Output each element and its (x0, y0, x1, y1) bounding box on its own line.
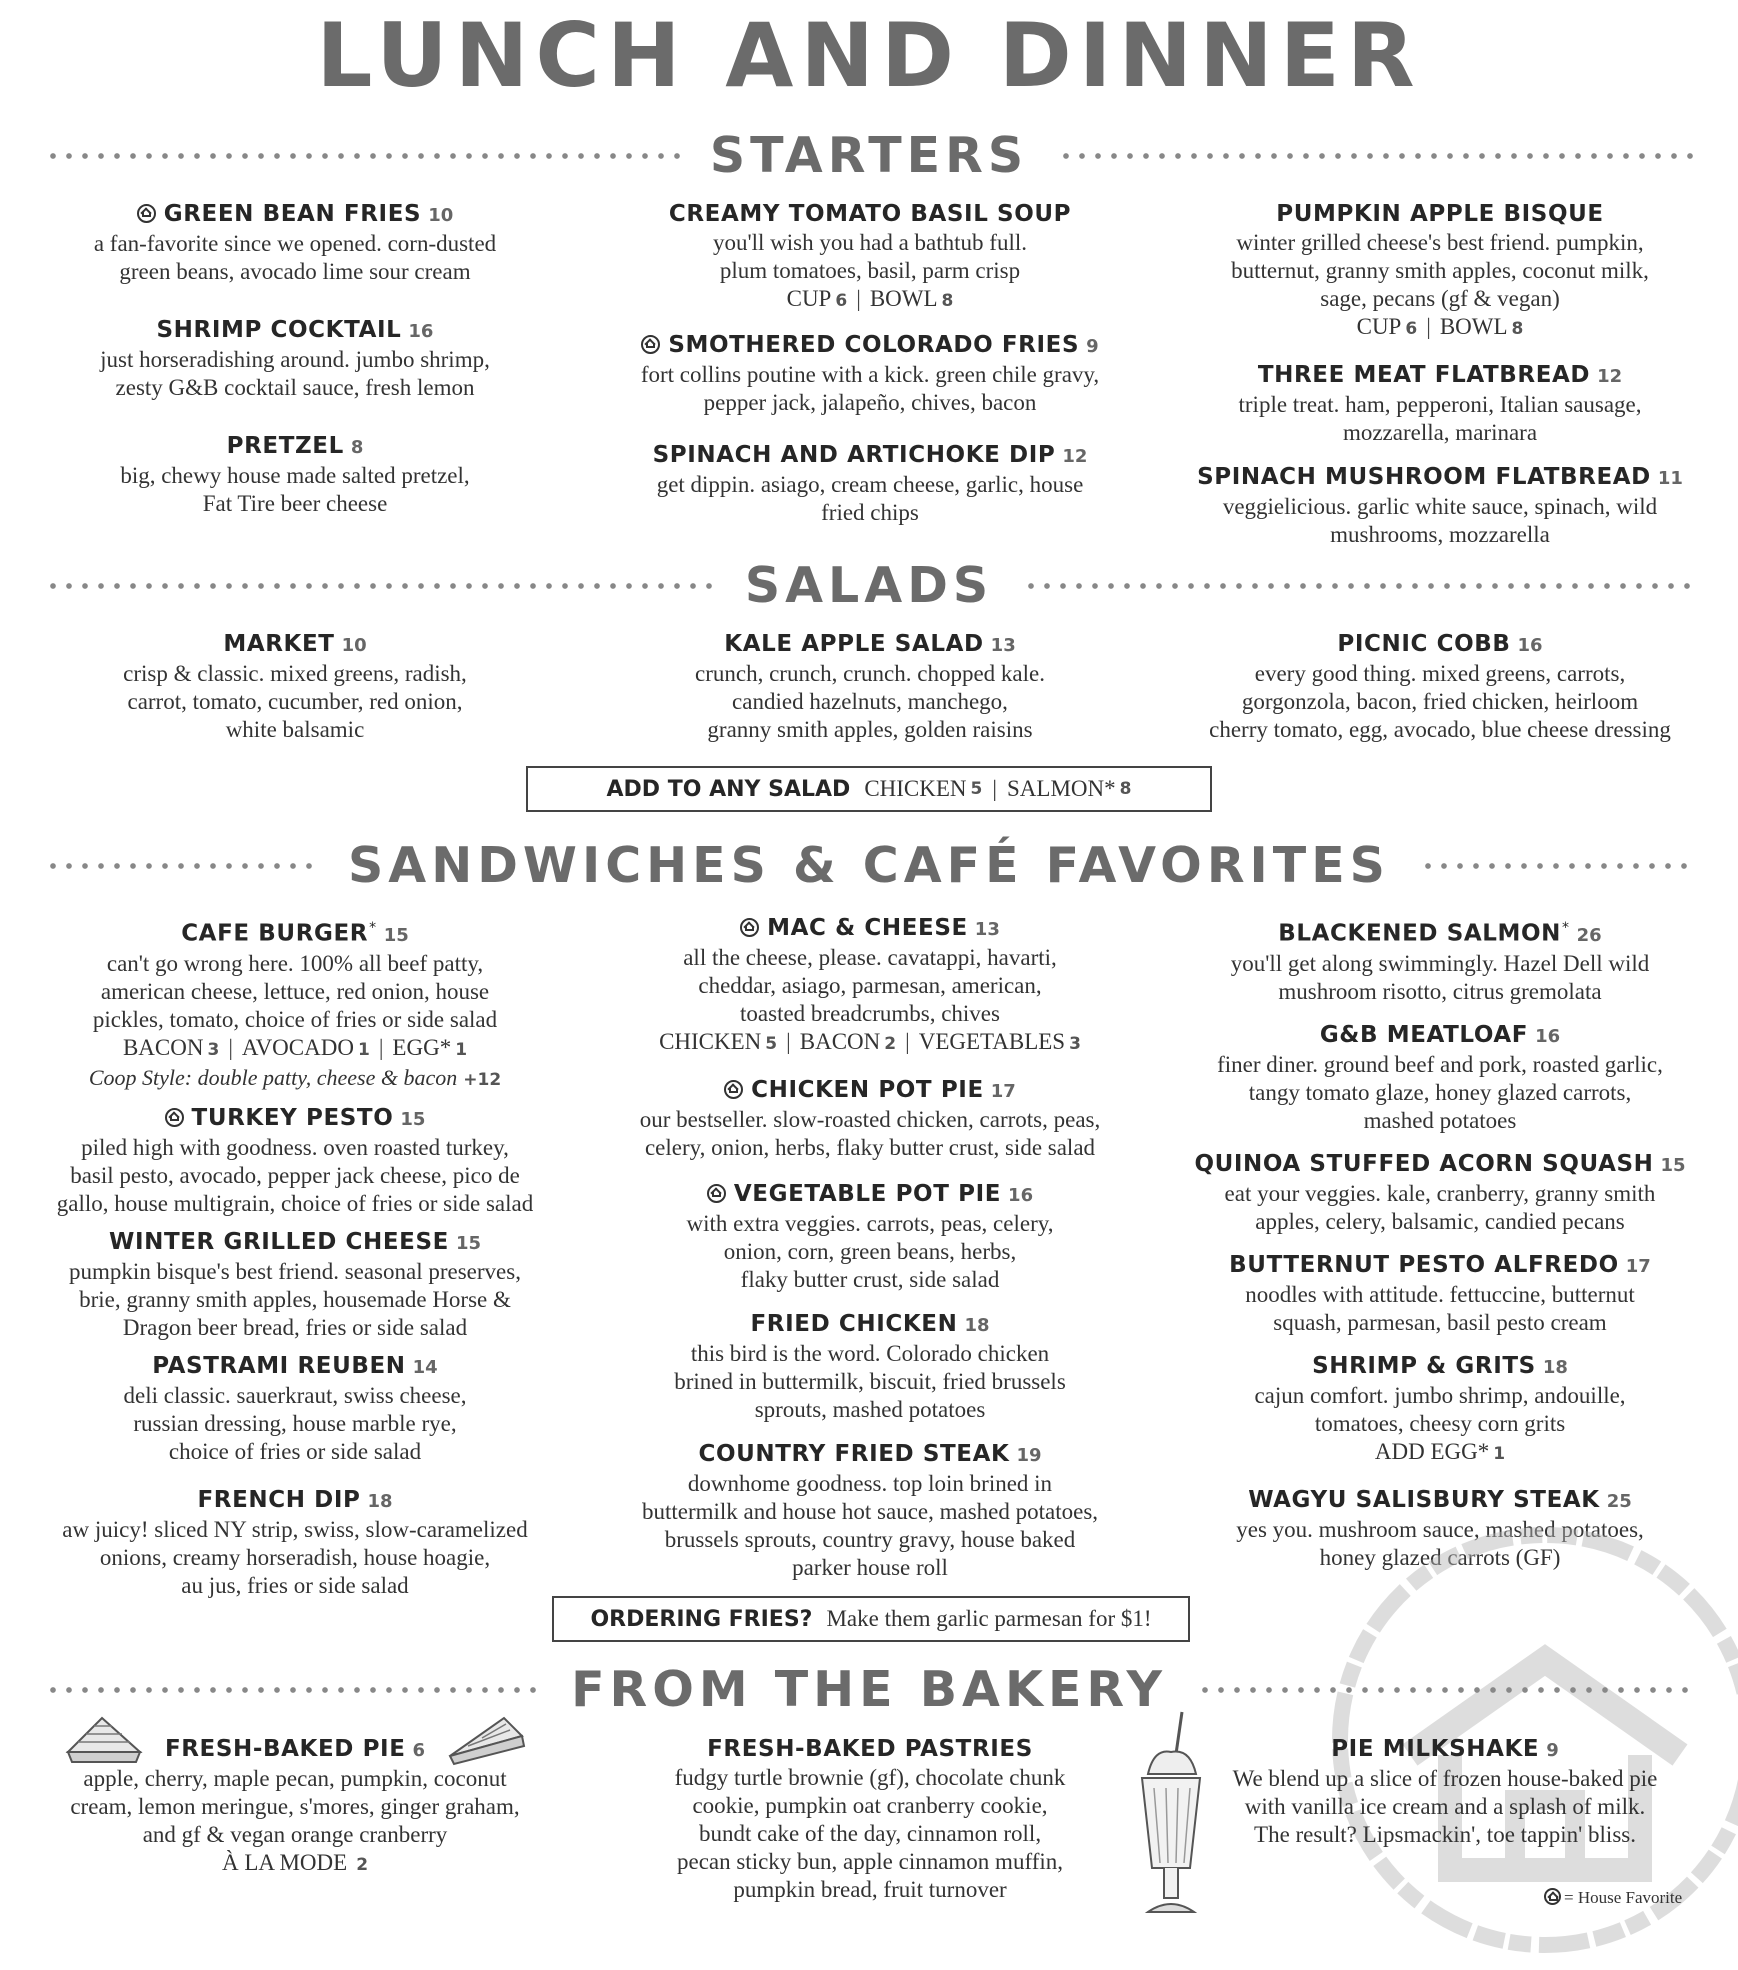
item-name: THREE MEAT FLATBREAD (1257, 362, 1591, 388)
item-price: 18 (964, 1315, 990, 1336)
item-desc-line: brussels sprouts, country gravy, house baked (664, 1527, 1076, 1552)
section-header-starters (45, 126, 1693, 186)
item-name: G&B MEATLOAF (1319, 1021, 1529, 1048)
option-label: BACON (799, 1029, 881, 1054)
item-desc-line: gorgonzola, bacon, fried chicken, heirloom (1241, 689, 1639, 714)
item-desc-line: russian dressing, house marble rye, (133, 1410, 457, 1436)
item-name: WAGYU SALISBURY STEAK (1248, 1486, 1600, 1513)
dotted-divider (45, 1686, 541, 1694)
item-desc-line: toasted breadcrumbs, chives (740, 1001, 1000, 1026)
item-desc-line: mashed potatoes (1363, 1107, 1517, 1133)
house-favorite-icon (724, 1080, 743, 1099)
item-desc-line: crisp & classic. mixed greens, radish, (123, 661, 467, 686)
item-price: 18 (1542, 1356, 1568, 1378)
item-name: KALE APPLE SALAD (724, 631, 984, 657)
starters-column-1 (45, 200, 545, 518)
option-price: 1 (455, 1039, 468, 1060)
item-desc-line: brie, granny smith apples, housemade Horse & (79, 1286, 511, 1312)
bakery-column-2 (600, 1735, 1140, 1904)
cup-label: CUP (1356, 314, 1402, 339)
item-desc-line: crunch, crunch, crunch. chopped kale. (695, 661, 1045, 686)
item-price: 16 (1008, 1185, 1034, 1206)
item-desc-line: carrot, tomato, cucumber, red onion, (127, 689, 463, 714)
item-desc-line: mushrooms, mozzarella (1330, 522, 1550, 547)
item-name: CHICKEN POT PIE (751, 1077, 984, 1103)
salads-column-2 (600, 630, 1140, 744)
item-price: 10 (341, 635, 367, 656)
menu-item-three-meat-flatbread (1185, 361, 1695, 447)
item-name: BUTTERNUT PESTO ALFREDO (1229, 1251, 1619, 1278)
menu-item-smothered-fries (600, 331, 1140, 417)
page-title: LUNCH AND DINNER (316, 4, 1422, 107)
item-name: SHRIMP & GRITS (1312, 1352, 1536, 1379)
item-desc-line: with extra veggies. carrots, peas, celery, (686, 1211, 1054, 1236)
item-desc-line: noodles with attitude. fettuccine, butternut (1245, 1281, 1635, 1307)
salads-column-1 (45, 630, 545, 744)
item-price: 17 (990, 1081, 1016, 1102)
option-price: 2 (356, 1855, 369, 1875)
bowl-price: 8 (1511, 319, 1524, 339)
house-favorite-icon (1544, 1888, 1561, 1905)
section-header-bakery (45, 1660, 1693, 1720)
item-desc-line: triple treat. ham, pepperoni, Italian sausage, (1238, 392, 1642, 417)
item-desc-line: this bird is the word. Colorado chicken (690, 1341, 1050, 1366)
menu-item-turkey-pesto (45, 1104, 545, 1218)
dotted-divider (1058, 152, 1693, 160)
item-desc-line: sage, pecans (gf & vegan) (1320, 286, 1560, 311)
item-desc-line: flaky butter crust, side salad (740, 1267, 1000, 1292)
option-label: ADD EGG* (1374, 1438, 1490, 1464)
menu-item-fried-chicken (600, 1310, 1140, 1424)
item-name: WINTER GRILLED CHEESE (108, 1228, 449, 1255)
item-name: PICNIC COBB (1337, 631, 1511, 657)
item-desc-line: candied hazelnuts, manchego, (732, 689, 1008, 714)
item-desc-line: parker house roll (792, 1555, 948, 1580)
item-desc-line: choice of fries or side salad (168, 1438, 422, 1464)
menu-item-fresh-baked-pastries (600, 1735, 1140, 1904)
section-title-bakery: FROM THE BAKERY (571, 1661, 1167, 1718)
cup-price: 6 (835, 291, 848, 311)
add-on-salmon-price: 8 (1119, 779, 1132, 799)
sandwiches-column-3 (1185, 914, 1695, 1572)
menu-item-spinach-mushroom-flatbread (1185, 463, 1695, 549)
option-label: CHICKEN (659, 1029, 762, 1054)
salad-add-on-box: ADD TO ANY SALAD CHICKEN 5 | SALMON* 8 (526, 766, 1212, 812)
item-desc-line: tangy tomato glaze, honey glazed carrots, (1248, 1079, 1632, 1105)
option-price: 3 (207, 1039, 220, 1060)
add-on-chicken: CHICKEN (864, 776, 967, 801)
item-desc-line: our bestseller. slow-roasted chicken, carrots, peas, (639, 1107, 1101, 1132)
item-name: GREEN BEAN FRIES (163, 201, 422, 227)
item-desc-line: white balsamic (225, 717, 365, 742)
menu-item-spinach-dip (600, 441, 1140, 527)
item-desc-line: zesty G&B cocktail sauce, fresh lemon (115, 375, 475, 400)
item-desc-line: get dippin. asiago, cream cheese, garlic, house (656, 472, 1084, 497)
coop-style-text: Coop Style: double patty, cheese & bacon (88, 1064, 458, 1090)
item-desc-line: sprouts, mashed potatoes (754, 1397, 986, 1422)
menu-item-mac-cheese (600, 914, 1140, 1058)
menu-item-shrimp-grits (1185, 1352, 1695, 1468)
menu-item-picnic-cobb (1185, 630, 1695, 744)
bakery-column-1 (45, 1735, 545, 1879)
item-desc-line: with vanilla ice cream and a splash of milk. (1244, 1794, 1646, 1819)
item-name: SHRIMP COCKTAIL (156, 317, 402, 343)
item-price: 13 (990, 635, 1016, 656)
bowl-label: BOWL (1439, 314, 1508, 339)
item-desc-line: mozzarella, marinara (1342, 420, 1538, 445)
item-desc-line: you'll wish you had a bathtub full. (713, 230, 1027, 255)
menu-item-cafe-burger (45, 914, 545, 1094)
asterisk: * (1562, 920, 1570, 936)
item-desc-line: you'll get along swimmingly. Hazel Dell wild (1230, 950, 1650, 976)
menu-item-market-salad (45, 630, 545, 744)
item-name: TURKEY PESTO (191, 1104, 394, 1131)
item-name: QUINOA STUFFED ACORN SQUASH (1194, 1150, 1654, 1177)
item-price: 16 (408, 321, 434, 342)
item-name: SPINACH MUSHROOM FLATBREAD (1197, 464, 1651, 490)
item-desc-line: veggielicious. garlic white sauce, spinach, wild (1222, 494, 1658, 519)
item-name: COUNTRY FRIED STEAK (698, 1441, 1010, 1467)
item-price: 19 (1016, 1445, 1042, 1466)
item-desc-line: butternut, granny smith apples, coconut milk, (1231, 258, 1649, 283)
item-price: 16 (1517, 635, 1543, 656)
add-on-options (1185, 1438, 1695, 1468)
option-price: 5 (765, 1034, 778, 1054)
bowl-label: BOWL (869, 286, 938, 311)
item-price: 6 (412, 1740, 426, 1761)
add-on-label: ADD TO ANY SALAD (606, 776, 851, 802)
item-desc-line: mushroom risotto, citrus gremolata (1278, 978, 1602, 1004)
item-desc-line: pickles, tomato, choice of fries or side salad (92, 1006, 498, 1032)
item-price: 12 (1597, 366, 1623, 387)
menu-item-butternut-alfredo (1185, 1251, 1695, 1337)
menu-item-shrimp-cocktail (45, 316, 545, 402)
item-desc-line: big, chewy house made salted pretzel, (120, 463, 470, 488)
menu-item-tomato-soup (600, 200, 1140, 315)
dotted-divider (1420, 862, 1693, 870)
option-label: AVOCADO (241, 1034, 354, 1060)
item-desc-line: apple, cherry, maple pecan, pumpkin, coconut (83, 1766, 507, 1791)
section-title-starters: STARTERS (709, 127, 1029, 184)
menu-item-vegetable-pot-pie (600, 1180, 1140, 1294)
house-favorite-icon (740, 918, 759, 937)
item-desc-line: celery, onion, herbs, flaky butter crust, side salad (644, 1135, 1096, 1160)
bowl-price: 8 (941, 291, 954, 311)
option-label: EGG* (392, 1034, 452, 1060)
menu-item-quinoa-squash (1185, 1150, 1695, 1236)
ordering-fries-box (552, 1596, 1190, 1642)
item-desc-line: cookie, pumpkin oat cranberry cookie, (692, 1793, 1048, 1818)
item-desc-line: green beans, avocado lime sour cream (119, 259, 471, 284)
item-price: 15 (400, 1108, 426, 1130)
item-name: SPINACH AND ARTICHOKE DIP (652, 442, 1056, 468)
item-desc-line: plum tomatoes, basil, parm crisp (719, 258, 1021, 283)
item-name: PUMPKIN APPLE BISQUE (1276, 201, 1604, 227)
add-on-salmon: SALMON* (1007, 776, 1116, 801)
item-desc-line: and gf & vegan orange cranberry (142, 1822, 448, 1847)
item-desc-line: Fat Tire beer cheese (202, 491, 388, 516)
item-desc-line: deli classic. sauerkraut, swiss cheese, (123, 1382, 467, 1408)
item-price: 26 (1576, 924, 1602, 946)
item-price: 25 (1606, 1490, 1632, 1512)
item-price: 15 (455, 1232, 482, 1254)
option-label: VEGETABLES (918, 1029, 1066, 1054)
dotted-divider (1197, 1686, 1693, 1694)
item-name: FRIED CHICKEN (750, 1311, 958, 1337)
item-price: 18 (367, 1490, 393, 1512)
section-title-salads: SALADS (744, 557, 994, 614)
item-desc-line: winter grilled cheese's best friend. pumpkin, (1236, 230, 1644, 255)
option-label: À LA MODE (221, 1850, 348, 1875)
item-desc-line: We blend up a slice of frozen house-baked pie (1232, 1766, 1658, 1791)
item-price: 8 (350, 437, 364, 458)
item-price: 12 (1062, 446, 1088, 467)
item-desc-line: onion, corn, green beans, herbs, (723, 1239, 1017, 1264)
menu-item-pretzel (45, 432, 545, 518)
item-desc-line: cheddar, asiago, parmesan, american, (698, 973, 1042, 998)
house-favorite-icon (707, 1184, 726, 1203)
legend-text: = House Favorite (1564, 1888, 1683, 1907)
house-favorite-icon (641, 335, 660, 354)
item-desc-line: pumpkin bread, fruit turnover (733, 1877, 1007, 1902)
item-name: CAFE BURGER (181, 920, 369, 947)
house-favorite-icon (165, 1108, 184, 1127)
item-desc-line: cream, lemon meringue, s'mores, ginger graham, (70, 1794, 520, 1819)
item-name: FRESH-BAKED PASTRIES (707, 1736, 1033, 1762)
item-name: VEGETABLE POT PIE (733, 1181, 1002, 1207)
item-price: 9 (1086, 336, 1099, 357)
section-title-sandwiches: SANDWICHES & CAFÉ FAVORITES (348, 837, 1390, 894)
item-desc-line: gallo, house multigrain, choice of fries or side salad (56, 1190, 534, 1216)
menu-item-winter-grilled-cheese (45, 1228, 545, 1342)
option-label: BACON (122, 1034, 204, 1060)
item-price: 16 (1535, 1025, 1561, 1047)
item-desc-line: yes you. mushroom sauce, mashed potatoes, (1236, 1516, 1644, 1542)
item-desc-line: pumpkin bisque's best friend. seasonal preserves, (69, 1258, 521, 1284)
item-desc-line: downhome goodness. top loin brined in (687, 1471, 1053, 1496)
item-desc-line: cajun comfort. jumbo shrimp, andouille, (1254, 1382, 1626, 1408)
sandwiches-column-1 (45, 914, 545, 1600)
menu-item-french-dip (45, 1486, 545, 1600)
menu-item-chicken-pot-pie (600, 1076, 1140, 1162)
house-favorite-legend (1544, 1888, 1682, 1908)
starters-column-2 (600, 200, 1140, 527)
cup-bowl-options: CUP 6 | BOWL 8 (1356, 314, 1524, 339)
item-desc-line: brined in buttermilk, biscuit, fried brussels (674, 1369, 1066, 1394)
item-desc-line: basil pesto, avocado, pepper jack cheese, pico de (70, 1162, 520, 1188)
starters-column-3 (1185, 200, 1695, 549)
item-desc-line: granny smith apples, golden raisins (707, 717, 1033, 742)
item-name: PASTRAMI REUBEN (152, 1352, 406, 1379)
item-desc-line: can't go wrong here. 100% all beef patty, (106, 950, 484, 976)
item-desc-line: apples, celery, balsamic, candied pecans (1255, 1208, 1625, 1234)
cup-label: CUP (786, 286, 832, 311)
item-desc-line: buttermilk and house hot sauce, mashed potatoes, (641, 1499, 1099, 1524)
menu-item-pumpkin-bisque (1185, 200, 1695, 343)
item-desc-line: fort collins poutine with a kick. green chile gravy, (640, 362, 1100, 387)
dotted-divider (1023, 582, 1693, 590)
item-desc-line: just horseradishing around. jumbo shrimp, (100, 347, 490, 372)
item-price: 9 (1546, 1740, 1559, 1761)
item-desc-line: au jus, fries or side salad (181, 1572, 409, 1598)
item-desc-line: fudgy turtle brownie (gf), chocolate chunk (674, 1765, 1066, 1790)
item-price: 11 (1657, 468, 1683, 489)
item-desc-line: american cheese, lettuce, red onion, house (100, 978, 490, 1004)
item-desc-line: all the cheese, please. cavatappi, havarti, (683, 945, 1057, 970)
cup-price: 6 (1405, 319, 1418, 339)
item-name: FRENCH DIP (197, 1486, 361, 1513)
item-desc-line: piled high with goodness. oven roasted turkey, (81, 1134, 509, 1160)
item-price: 14 (412, 1356, 438, 1378)
item-desc-line: honey glazed carrots (GF) (1319, 1544, 1561, 1570)
item-desc-line: pecan sticky bun, apple cinnamon muffin, (676, 1849, 1063, 1874)
fries-box-label: ORDERING FRIES? (590, 1606, 813, 1632)
asterisk: * (369, 920, 377, 936)
item-desc-line: tomatoes, cheesy corn grits (1314, 1410, 1566, 1436)
item-price: 13 (974, 919, 1000, 940)
item-desc-line: eat your veggies. kale, cranberry, granny smith (1224, 1180, 1656, 1206)
item-name: MARKET (223, 631, 335, 657)
item-name: FRESH-BAKED PIE (164, 1736, 406, 1762)
item-name: SMOTHERED COLORADO FRIES (668, 332, 1080, 358)
item-desc-line: every good thing. mixed greens, carrots, (1254, 661, 1626, 686)
option-price: 1 (1493, 1443, 1506, 1464)
add-on-options: BACON 3 | AVOCADO 1 | EGG* 1 (122, 1034, 468, 1060)
bakery-column-3 (1195, 1735, 1695, 1849)
dotted-divider (45, 152, 680, 160)
item-desc-line: bundt cake of the day, cinnamon roll, (698, 1821, 1042, 1846)
dotted-divider (45, 582, 715, 590)
option-price: 1 (357, 1039, 370, 1060)
item-price: 15 (383, 924, 409, 946)
item-desc-line: The result? Lipsmackin', toe tappin' bliss. (1254, 1822, 1636, 1847)
option-price: 3 (1069, 1034, 1081, 1054)
item-price: 17 (1625, 1255, 1651, 1277)
cup-bowl-options: CUP 6 | BOWL 8 (786, 286, 954, 311)
item-desc-line: cherry tomato, egg, avocado, blue cheese dressing (1209, 717, 1671, 742)
sandwiches-column-2 (600, 914, 1140, 1582)
item-desc-line: finer diner. ground beef and pork, roasted garlic, (1217, 1051, 1663, 1077)
item-price: 10 (428, 205, 454, 226)
menu-item-pie-milkshake (1195, 1735, 1695, 1849)
item-desc-line: onions, creamy horseradish, house hoagie, (99, 1544, 491, 1570)
section-header-salads (45, 556, 1693, 616)
menu-item-pastrami-reuben (45, 1352, 545, 1466)
item-desc-line: pepper jack, jalapeño, chives, bacon (703, 390, 1037, 415)
menu-item-kale-apple-salad (600, 630, 1140, 744)
dotted-divider (45, 862, 318, 870)
a-la-mode-option (45, 1849, 545, 1879)
item-name: MAC & CHEESE (767, 915, 968, 941)
menu-item-meatloaf (1185, 1021, 1695, 1135)
item-desc-line: Dragon beer bread, fries or side salad (122, 1314, 468, 1340)
item-name: PIE MILKSHAKE (1331, 1736, 1540, 1762)
option-price: 2 (884, 1034, 897, 1054)
section-header-sandwiches (45, 836, 1693, 896)
menu-item-blackened-salmon (1185, 914, 1695, 1006)
salads-column-3 (1185, 630, 1695, 744)
add-on-options: CHICKEN 5 | BACON 2 | VEGETABLES 3 (659, 1029, 1081, 1054)
add-on-chicken-price: 5 (970, 779, 983, 799)
menu-item-country-fried-steak (600, 1440, 1140, 1582)
house-favorite-icon (137, 204, 156, 223)
item-desc-line: a fan-favorite since we opened. corn-dusted (93, 231, 497, 256)
coop-style (45, 1064, 545, 1094)
item-name: CREAMY TOMATO BASIL SOUP (668, 201, 1072, 227)
fries-box-text: Make them garlic parmesan for $1! (826, 1606, 1152, 1631)
menu-item-green-bean-fries (45, 200, 545, 286)
item-name: BLACKENED SALMON (1278, 920, 1562, 947)
item-price: 15 (1660, 1154, 1686, 1176)
item-desc-line: aw juicy! sliced NY strip, swiss, slow-caramelized (62, 1516, 528, 1542)
item-name: PRETZEL (226, 433, 344, 459)
coop-style-price: +12 (463, 1069, 502, 1090)
item-desc-line: fried chips (821, 500, 919, 525)
menu-item-fresh-baked-pie (45, 1735, 545, 1879)
item-desc-line: squash, parmesan, basil pesto cream (1273, 1309, 1607, 1335)
